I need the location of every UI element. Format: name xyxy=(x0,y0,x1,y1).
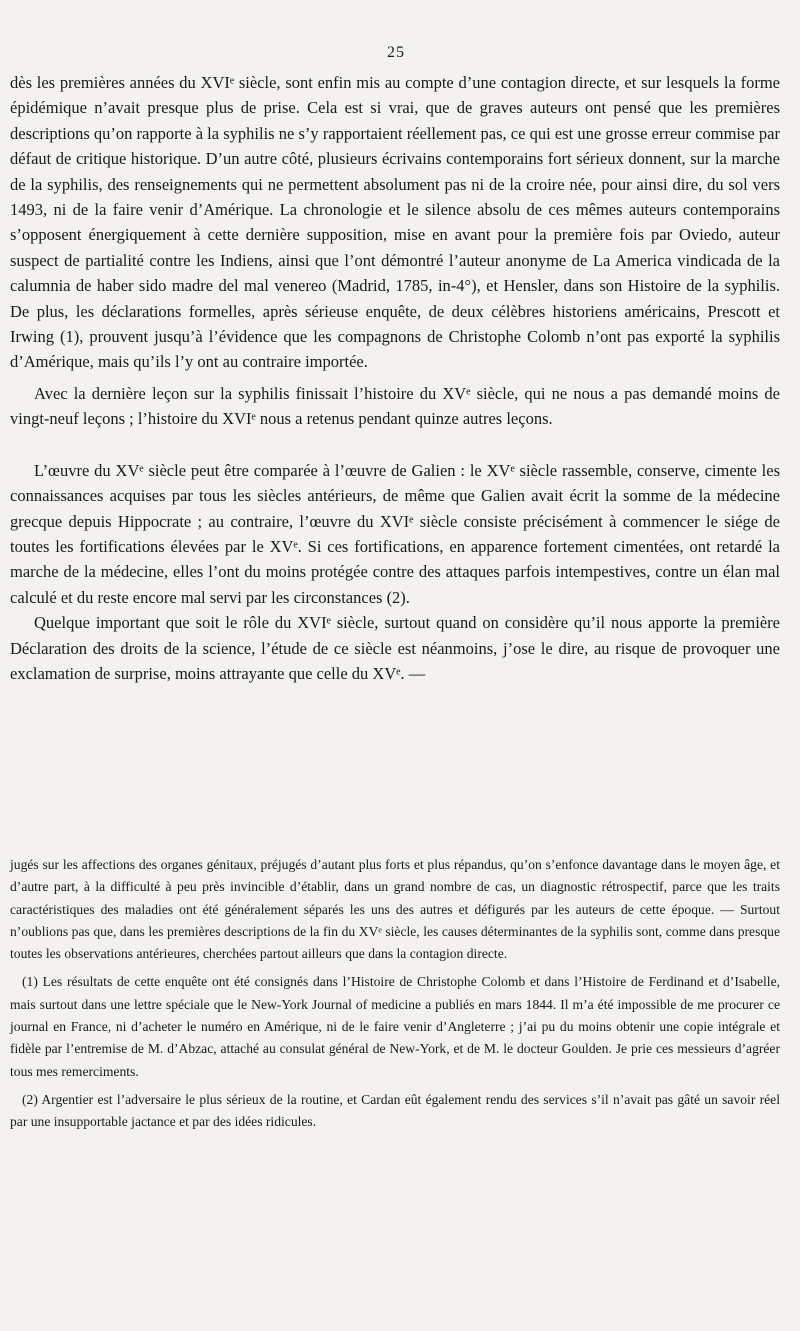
footnote-1: (1) Les résultats de cette enquête ont été consignés dans l’Histoire de Christophe Colomb et dans l’Histoire de Ferdinand et d’Isabelle, mais surtout dans une lettre spéciale que le New-York Journal of medicine a publiés en mars 1844. Il m’a été impossible de me procurer ce journal en France, ni d’acheter le numéro en Amérique, ni de le faire venir d’Angleterre ; j’ai pu du moins obtenir une copie intégrale et fidèle par l’entremise de M. d’Abzac, attaché au consulat général de New-York, et de M. le docteur Goulden. Je prie ces messieurs d’agréer tous mes remerciments. xyxy=(10,974,780,1079)
main-text xyxy=(10,70,780,686)
footnote-continuation: jugés sur les affections des organes génitaux, préjugés d’autant plus forts et plus répandus, qu’on s’enfonce davantage dans le moyen âge, et d’autre part, à la difficulté à peu près invincible d’établir, dans un grand nombre de cas, un diagnostic rétrospectif, parce que les traits caractéristiques des maladies ont été généralement séparés les uns des autres et défigurés par les auteurs de cette époque. — Surtout n’oublions pas que, dans les premières descriptions de la fin du XVᵉ siècle, les causes déterminantes de la syphilis sont, comme dans presque toutes les observations antérieures, cherchées partout ailleurs que dans la contagion directe. xyxy=(10,857,780,962)
paragraph: L’œuvre du XVᵉ siècle peut être comparée à l’œuvre de Galien : le XVᵉ siècle rassemble, conserve, cimente les connaissances acquises par tous les siècles antérieurs, de même que Galien avait écrit la somme de la médecine grecque depuis Hippocrate ; au contraire, l’œuvre du XVIᵉ siècle consiste précisément à commencer le siége de toutes les fortifications élevées par le XVᵉ. Si ces fortifications, en apparence fortement cimentées, ont retardé la marche de la médecine, elles l’ont du moins protégée contre des attaques parfois intempestives, contre un élan mal calculé et du reste encore mal servi par les circonstances (2). xyxy=(10,460,780,607)
paragraph: Avec la dernière leçon sur la syphilis finissait l’histoire du XVᵉ siècle, qui ne nous a pas demandé moins de vingt-neuf leçons ; l’histoire du XVIᵉ nous a retenus pendant quinze autres leçons. xyxy=(10,383,780,429)
paragraph: dès les premières années du XVIᵉ siècle, sont enfin mis au compte d’une contagion directe, et sur lesquels la forme épidémique n’avait presque plus de prise. Cela est si vrai, que de graves auteurs ont pensé que les premières descriptions qu’on rapporte à la syphilis ne s’y rapportaient réellement pas, ce qui est une grosse erreur commise par défaut de critique historique. D’un autre côté, plusieurs écrivains contemporains fort sérieux donnent, sur la marche de la syphilis, des renseignements qui ne permettent absolument pas ni de la croire née, pour ainsi dire, du sol vers 1493, ni de la faire venir d’Amérique. La chronologie et le silence absolu de ces mêmes auteurs contemporains s’opposent énergiquement à cette dernière supposition, mise en avant pour la première fois par Oviedo, auteur suspect de partialité contre les Indiens, ainsi que l’ont démontré l’auteur anonyme de La America vindicada de la calumnia de haber sido madre del mal venereo (Madrid, 1785, in-4°), et Hensler, dans son Histoire de la syphilis. De plus, les déclarations formelles, après sérieuse enquête, de deux célèbres historiens américains, Prescott et Irwing (1), prouvent jusqu’à l’évidence que les compagnons de Christophe Colomb n’ont pas exporté la syphilis d’Amérique, mais qu’ils l’y ont au contraire importée. xyxy=(10,73,780,372)
footnote-2: (2) Argentier est l’adversaire le plus sérieux de la routine, et Cardan eût également rendu des services s’il n’avait pas gâté un savoir réel par une insupportable jactance et par des idées ridicules. xyxy=(10,1091,780,1130)
book-page xyxy=(10,0,782,1331)
footnotes xyxy=(10,854,780,1134)
paragraph: Quelque important que soit le rôle du XVIᵉ siècle, surtout quand on considère qu’il nous apporte la première Déclaration des droits de la science, l’étude de ce siècle est néanmoins, j’ose le dire, au risque de provoquer une exclamation de surprise, moins attrayante que celle du XVᵉ. — xyxy=(10,613,780,683)
page-number: 25 xyxy=(387,44,405,61)
